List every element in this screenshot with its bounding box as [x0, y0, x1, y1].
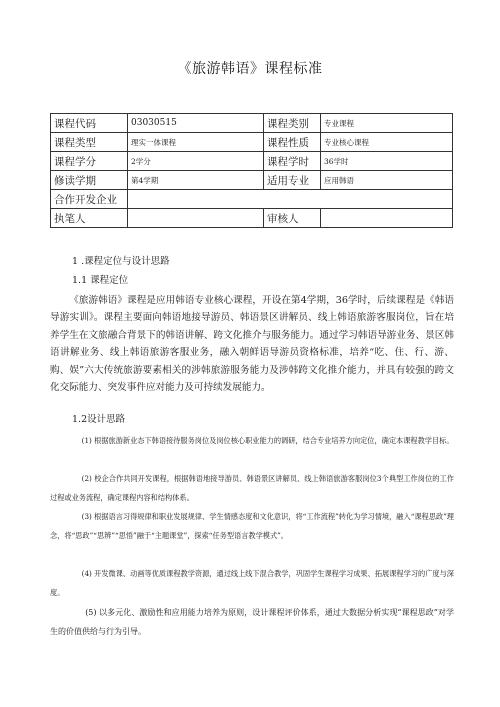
value-major: 应用韩语 — [321, 171, 453, 190]
value-coop-enterprise — [128, 190, 453, 209]
design-idea-item: (5) 以多元化、激励性和应用能力培养为原则，设计课程评价体系，通过大数据分析实现“课程思政”对学生的价值供给与行为引导。 — [50, 608, 454, 636]
section-heading-1: 1 .课程定位与设计思路 — [72, 256, 170, 267]
label-hours: 课程学时 — [264, 152, 321, 171]
label-course-code: 课程代码 — [51, 114, 128, 133]
design-idea-item: (2) 校企合作共同开发课程，根据韩语地接导游员、韩语景区讲解员、线上韩语旅游客服岗位3个典型工作岗位的工作过程或业务流程，确定课程内容和结构体系。 — [50, 474, 454, 502]
label-coop-enterprise: 合作开发企业 — [51, 190, 128, 209]
value-course-type: 理实一体课程 — [128, 133, 264, 152]
table-row — [51, 209, 453, 228]
section-heading-1-1: 1.1 课程定位 — [72, 275, 129, 286]
design-idea-item: (4) 开发微课、动画等优质课程教学资源，通过线上线下混合教学，巩固学生课程学习成果、拓展课程学习的广度与深度。 — [50, 569, 454, 597]
section-heading-1-2: 1.2设计思路 — [72, 414, 126, 425]
label-major: 适用专业 — [264, 171, 321, 190]
label-course-type: 课程类型 — [51, 133, 128, 152]
design-idea-item: (3) 根据语言习得规律和职业发展规律、学生情感态度和文化意识，将“工作流程”转化为学习情境，融入“课程思政”理念，将“思政”“思辨”“思悟”融于“主题课堂”，探索“任务型语言教学模式”。 — [50, 512, 454, 540]
table-row — [51, 114, 453, 133]
table-row — [51, 133, 453, 152]
label-author: 执笔人 — [51, 209, 128, 228]
table-row — [51, 190, 453, 209]
course-info-table — [50, 113, 453, 228]
table-row — [51, 171, 453, 190]
label-course-nature: 课程性质 — [264, 133, 321, 152]
value-course-code: 03030515 — [128, 114, 264, 133]
table-row — [51, 152, 453, 171]
value-hours: 36学时 — [321, 152, 453, 171]
value-semester: 第4学期 — [128, 171, 264, 190]
value-course-category: 专业课程 — [321, 114, 453, 133]
label-credits: 课程学分 — [51, 152, 128, 171]
label-semester: 修读学期 — [51, 171, 128, 190]
value-credits: 2学分 — [128, 152, 264, 171]
design-idea-item: (1) 根据旅游新业态下韩语接待服务岗位及岗位核心职业能力的调研，结合专业培养方向定位，确定本课程教学目标。 — [81, 436, 454, 445]
course-positioning-paragraph: 《旅游韩语》课程是应用韩语专业核心课程，开设在第4学期，36学时，后续课程是《韩语导游实训》。课程主要面向韩语地接导游员、韩语景区讲解员、线上韩语旅游客服岗位，旨在培养学生在文旅融合背景下的韩语讲解、跨文化推介与服务能力。通过学习韩语导游业务、景区韩语讲解业务、线上韩语旅游客服业务，融入朝鲜语导游员资格标准，培养“吃、住、行、游、购、娱”六大传统旅游要素相关的涉韩旅游服务能力及涉韩跨文化推介能力，并具有较强的跨文化交际能力、突发事件应对能力及可持续发展能力。 — [50, 295, 454, 394]
document-title: 《旅游韩语》课程标准 — [177, 61, 323, 77]
label-course-category: 课程类别 — [264, 114, 321, 133]
value-course-nature: 专业核心课程 — [321, 133, 453, 152]
value-author — [128, 209, 264, 228]
value-reviewer — [321, 209, 453, 228]
label-reviewer: 审核人 — [264, 209, 321, 228]
